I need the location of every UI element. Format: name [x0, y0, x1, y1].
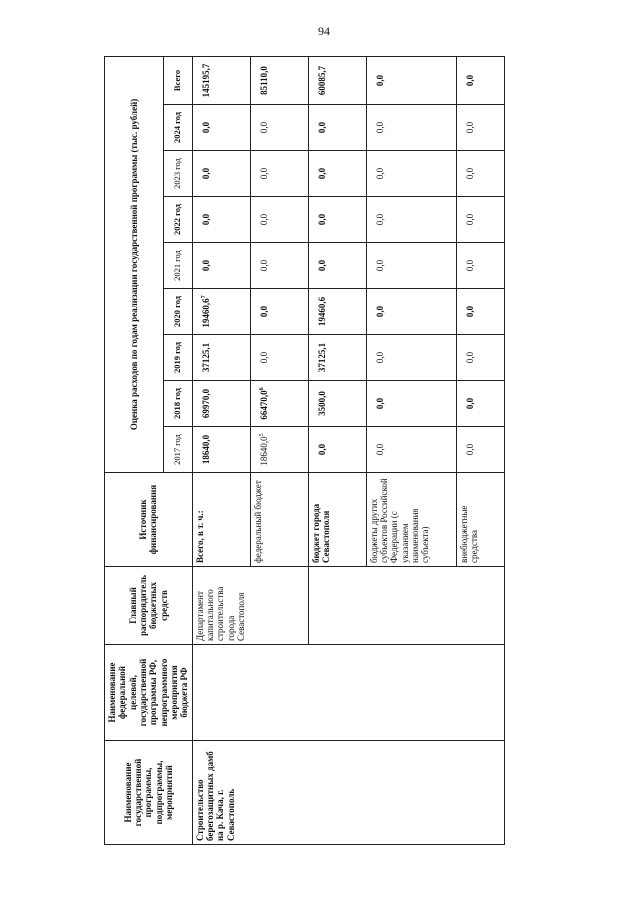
value-cell: 66470,0$^6$ — [250, 381, 308, 427]
total-value-cell: 0,0 — [366, 56, 456, 104]
header-year: 2020 год — [163, 289, 192, 335]
value-cell: 0,0 — [192, 243, 250, 289]
page-number: 94 — [318, 24, 330, 38]
value-cell: 0,0 — [456, 335, 504, 381]
header-source: Источник финансирования — [105, 473, 193, 567]
value-cell: 0,0 — [366, 105, 456, 151]
value-cell: 0,0 — [308, 427, 366, 473]
header-total: Всего — [163, 56, 192, 104]
header-distributor: Главный распорядитель бюджетных средств — [105, 567, 193, 645]
value-cell: 0,0 — [308, 105, 366, 151]
rotated-table-container — [104, 57, 640, 845]
value-cell: 0,0 — [250, 151, 308, 197]
value-cell: 19460,6$^7$ — [192, 289, 250, 335]
header-year: 2024 год — [163, 105, 192, 151]
header-year: 2019 год — [163, 335, 192, 381]
value-cell: 0,0 — [366, 151, 456, 197]
value-cell: 0,0 — [250, 289, 308, 335]
total-value-cell: 60085,7 — [308, 56, 366, 104]
total-value-cell: 0,0 — [456, 56, 504, 104]
value-cell: 37125,1 — [308, 335, 366, 381]
value-cell: 37125,1 — [192, 335, 250, 381]
value-cell: 0,0 — [366, 381, 456, 427]
value-cell: 0,0 — [366, 289, 456, 335]
value-cell: 3500,0 — [308, 381, 366, 427]
value-cell: 0,0 — [456, 289, 504, 335]
value-cell: 0,0 — [308, 197, 366, 243]
value-cell: 0,0 — [456, 381, 504, 427]
distributor-empty-cell — [308, 567, 504, 645]
value-cell: 0,0 — [250, 105, 308, 151]
federal-program-cell — [192, 645, 504, 741]
source-cell: бюджет города Севастополя — [308, 473, 366, 567]
source-cell: внебюджетные средства — [456, 473, 504, 567]
value-cell: 0,0 — [366, 335, 456, 381]
header-year: 2017 год — [163, 427, 192, 473]
value-cell: 69970,0 — [192, 381, 250, 427]
value-cell: 0,0 — [192, 197, 250, 243]
header-year: 2022 год — [163, 197, 192, 243]
value-cell: 0,0 — [366, 197, 456, 243]
total-value-cell: 85110,0 — [250, 56, 308, 104]
source-cell: Всего, в т. ч.: — [192, 473, 250, 567]
value-cell: 0,0 — [456, 151, 504, 197]
value-cell: 0,0 — [366, 243, 456, 289]
measure-name: Строительство берегозащитных дамб на р. Кача, г. Севастополь — [192, 741, 504, 845]
value-cell: 0,0 — [308, 243, 366, 289]
source-cell: бюджеты других субъектов Российской Федерации (с указанием наименования субъекта) — [366, 473, 456, 567]
value-cell: 0,0 — [192, 151, 250, 197]
value-cell: 0,0 — [456, 427, 504, 473]
header-year: 2023 год — [163, 151, 192, 197]
budget-table — [104, 56, 505, 845]
value-cell: 0,0 — [456, 197, 504, 243]
value-cell: 0,0 — [250, 335, 308, 381]
header-year: 2018 год — [163, 381, 192, 427]
source-cell: федеральный бюджет — [250, 473, 308, 567]
value-cell: 0,0 — [250, 197, 308, 243]
table-row — [192, 56, 250, 844]
distributor-name: Департамент капитального строительства города Севастополя — [192, 567, 308, 645]
header-program: Наименование государственной программы, подпрограммы, мероприятий — [105, 741, 193, 845]
value-cell: 0,0 — [366, 427, 456, 473]
value-cell: 0,0 — [250, 243, 308, 289]
header-federal-program: Наименование федеральной целевой, государственной программы РФ, непрограммного мероприятия бюджета РФ — [105, 645, 193, 741]
value-cell: 0,0 — [456, 243, 504, 289]
total-value-cell: 145195,7 — [192, 56, 250, 104]
value-cell: 0,0 — [192, 105, 250, 151]
value-cell: 18640,0$^5$ — [250, 427, 308, 473]
value-cell: 0,0 — [308, 151, 366, 197]
value-cell: 0,0 — [456, 105, 504, 151]
value-cell: 19460,6 — [308, 289, 366, 335]
header-expense-estimate: Оценка расходов по годам реализации государственной программы (тыс. рублей) — [105, 56, 164, 472]
header-year: 2021 год — [163, 243, 192, 289]
value-cell: 18640,0 — [192, 427, 250, 473]
